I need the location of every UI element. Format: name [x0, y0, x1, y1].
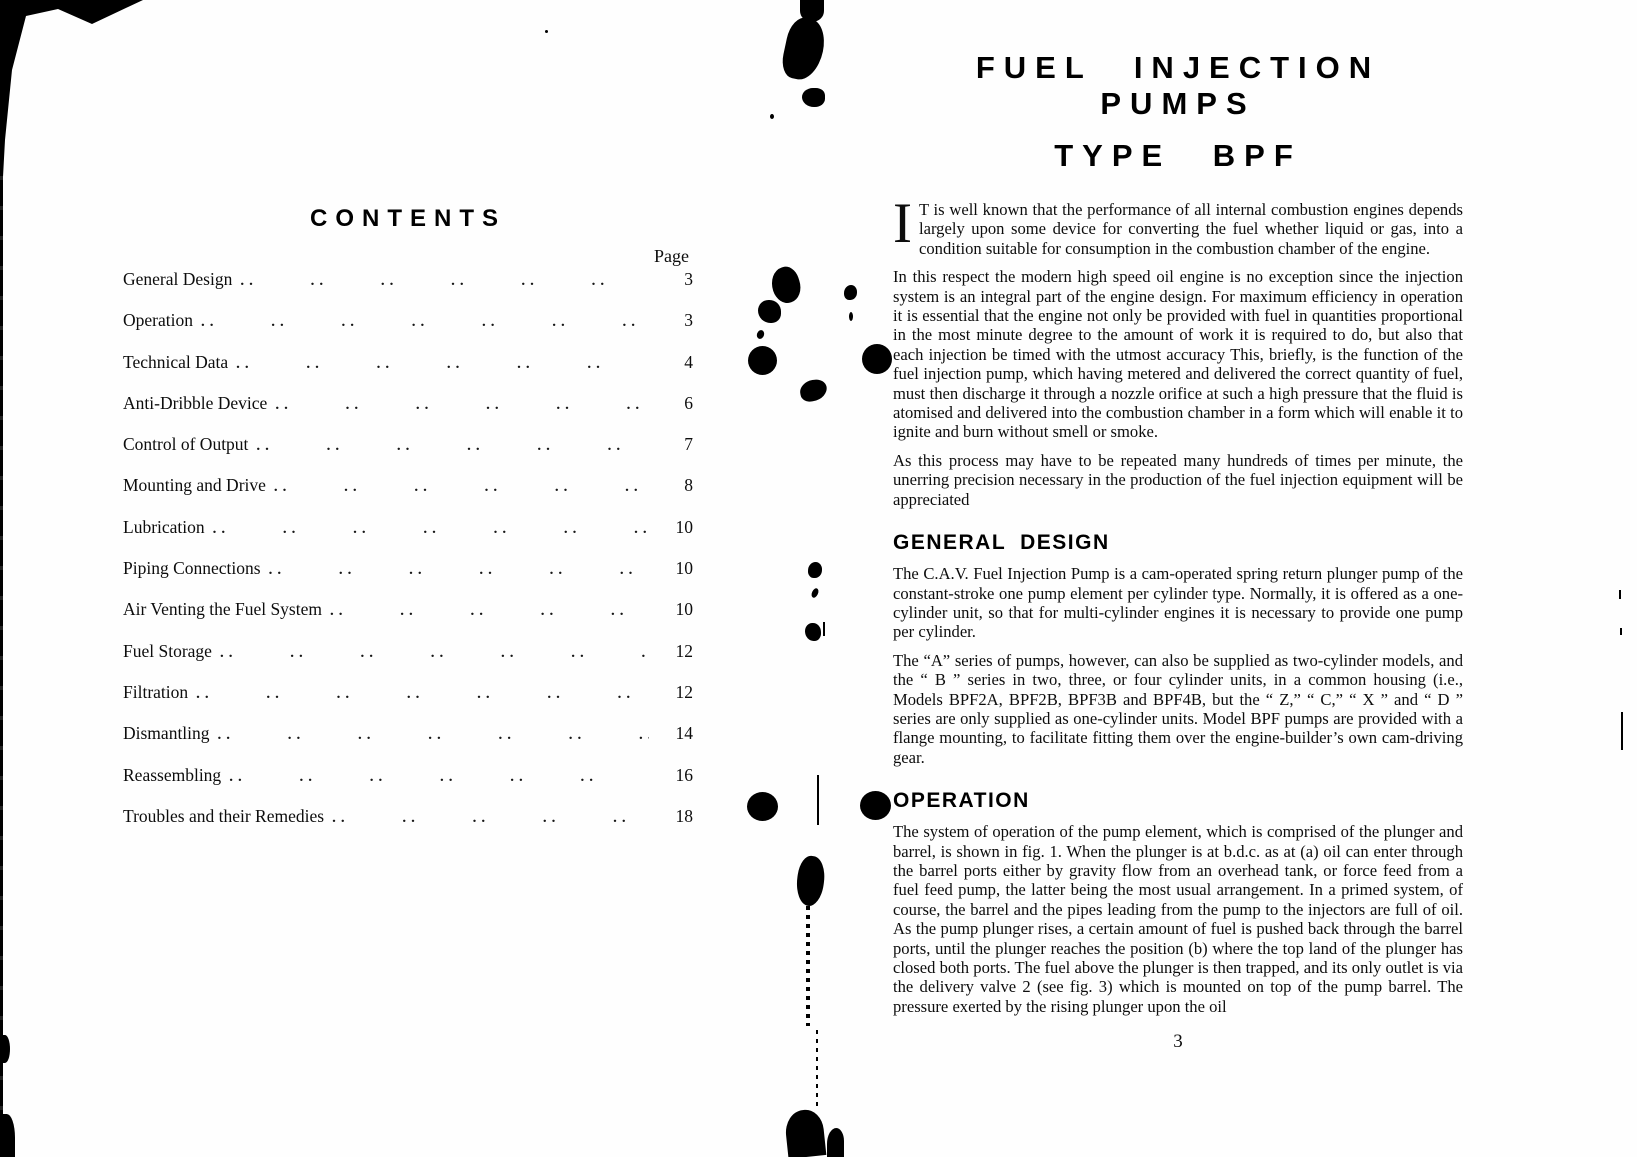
ink-blot: [794, 854, 828, 907]
toc-entry-page: 18: [675, 805, 693, 826]
toc-entry-label: Fuel Storage: [123, 640, 212, 661]
dot-leader: [220, 641, 649, 662]
toc-entry-label: Troubles and their Remedies: [123, 805, 325, 826]
toc-row-lubrication: [123, 517, 693, 558]
ink-blot: [862, 344, 892, 374]
contents-list: [123, 269, 693, 847]
gutter-line: [817, 775, 819, 825]
intro-paragraph: [893, 192, 1463, 258]
toc-entry-page: 3: [684, 269, 693, 289]
dot-leader: [330, 599, 649, 620]
ink-blot: [784, 1108, 827, 1157]
ink-blot: [747, 792, 778, 821]
dot-leader: [229, 765, 649, 786]
toc-entry-label: Piping Connections: [123, 558, 261, 579]
ink-blot: [0, 1114, 15, 1157]
article-title-line2: TYPE BPF: [1054, 138, 1302, 173]
paragraph: The C.A.V. Fuel Injection Pump is a cam-operated spring return plunger pump of the constant-stroke one pump element per cylinder type. Normally, it is offered as a one-cylinder unit, so that for multi-cylinder engines it is necessary to provide one pump per cylinder.: [893, 564, 1463, 642]
toc-entry-label: Dismantling: [123, 723, 210, 744]
ink-blot: [805, 623, 821, 641]
paragraph: The “A” series of pumps, however, can also be supplied as two-cylinder models, and the “ B ” series in two, three, or four cylinder units, in a common housing (i.e., Models BPF2A, BPF2B, BPF3B and BPF4B, but the “ Z,” “ C,” “ X ” and “ D ” series are only supplied as one-cylinder units. Model BPF pumps are provided with a flange mounting, to facilitate fitting them over the engine-builder’s own cam-driving gear.: [893, 650, 1463, 767]
scan-edge-left: [0, 150, 3, 1157]
toc-entry-label: Air Venting the Fuel System: [123, 599, 322, 620]
dot-leader: [274, 475, 649, 496]
ink-blot: [798, 378, 828, 403]
ink-blot: [860, 791, 891, 820]
ink-blot: [779, 15, 829, 84]
ink-blot: [1620, 628, 1622, 635]
dot-leader: [240, 269, 649, 290]
toc-row-general-design: [123, 269, 693, 310]
article-title: [893, 50, 1463, 174]
contents-title: CONTENTS: [310, 205, 506, 232]
dot-leader: [213, 517, 649, 538]
toc-entry-page: 10: [675, 516, 693, 537]
toc-entry-page: 14: [675, 723, 693, 744]
ink-blot: [767, 264, 805, 307]
page-number: 3: [1173, 1031, 1183, 1053]
heading-operation: OPERATION: [893, 789, 1030, 813]
scan-edge-corner: [0, 0, 150, 235]
ink-blot: [823, 622, 825, 636]
ink-blot: [844, 285, 857, 300]
toc-entry-page: 10: [675, 558, 693, 579]
toc-entry-label: Anti-Dribble Device: [123, 392, 268, 413]
toc-entry-page: 8: [684, 475, 693, 496]
ink-blot: [748, 346, 777, 375]
dot-leader: [218, 723, 649, 744]
dot-leader: [332, 806, 649, 827]
ink-blot: [849, 312, 853, 321]
toc-entry-label: General Design: [123, 269, 233, 289]
toc-entry-page: 7: [684, 434, 693, 455]
paragraph: In this respect the modern high speed oil engine is no exception since the injection system is an integral part of the engine design. For maximum efficiency in operation it is essential that the engine not only be provided with fuel in quantities proportional in the most minute degree to the amount of work it is required to do, but also that each injection be timed with the utmost accuracy This, briefly, is the function of the fuel injection pump, which having metered and delivered the correct quantity of fuel, must then discharge it through a nozzle orifice at such a high pressure that the fluid is atomised and delivered into the combustion chamber in a form which will enable it to ignite and burn without smell or smoke.: [893, 267, 1463, 442]
toc-entry-label: Control of Output: [123, 434, 249, 455]
toc-entry-label: Filtration: [123, 681, 189, 702]
ink-blot: [1621, 712, 1623, 750]
toc-row-air-venting: [123, 599, 693, 640]
paragraph: The system of operation of the pump element, which is comprised of the plunger and barrel, is shown in fig. 1. When the plunger is at b.d.c. as at (a) oil can enter through the barrel ports either by gravity flow from an overhead tank, or force feed from a fuel feed pump, the latter being the most usual arrangement. In a primed system, of course, the barrel and the pipes leading from the pump to the injectors are full of oil. As the pump plunger rises, a certain amount of fuel is pushed back through the barrel ports, until the plunger reaches the position (b) where the top land of the plunger has closed both ports. The fuel above the plunger is then trapped, and its only outlet is via the delivery valve 2 (see fig. 3) which is mounted on top of the pump barrel. The pressure exerted by the rising plunger upon the oil: [893, 822, 1463, 1016]
ink-blot: [1619, 590, 1621, 599]
toc-entry-page: 10: [675, 599, 693, 620]
ink-blot: [545, 30, 548, 33]
toc-entry-page: 4: [684, 351, 693, 372]
ink-blot: [808, 562, 822, 578]
toc-entry-page: 12: [675, 640, 693, 661]
toc-row-anti-dribble-device: [123, 393, 693, 434]
toc-row-operation: [123, 310, 693, 351]
toc-row-fuel-storage: [123, 641, 693, 682]
toc-row-dismantling: [123, 723, 693, 764]
ink-blot: [802, 88, 825, 107]
dot-leader: [256, 434, 649, 455]
toc-entry-label: Reassembling: [123, 764, 222, 785]
ink-blot: [756, 329, 766, 340]
dot-leader: [236, 352, 649, 373]
dot-leader: [196, 682, 649, 703]
toc-row-control-of-output: [123, 434, 693, 475]
toc-row-troubles-remedies: [123, 806, 693, 847]
ink-blot: [770, 114, 774, 119]
toc-row-technical-data: [123, 352, 693, 393]
paragraph: As this process may have to be repeated many hundreds of times per minute, the unerring precision necessary in the production of the fuel injection equipment will be appreciated: [893, 450, 1463, 509]
dot-leader: [275, 393, 649, 414]
toc-entry-page: 12: [675, 681, 693, 702]
article-title-line1: FUEL INJECTION PUMPS: [975, 50, 1381, 121]
toc-entry-page: 3: [684, 310, 693, 331]
toc-row-filtration: [123, 682, 693, 723]
gutter-speckle: [806, 906, 810, 1026]
toc-entry-label: Lubrication: [123, 516, 205, 537]
toc-row-mounting-and-drive: [123, 475, 693, 516]
dot-leader: [269, 558, 649, 579]
toc-entry-page: 16: [675, 764, 693, 785]
article-body: [893, 192, 1463, 1053]
drop-cap: I: [893, 192, 912, 255]
toc-entry-label: Technical Data: [123, 351, 229, 372]
toc-row-piping-connections: [123, 558, 693, 599]
ink-blot: [827, 1128, 844, 1157]
article-section: [893, 50, 1463, 1053]
intro-text: T is well known that the performance of all internal combustion engines depends largely upon some device for converting the fuel whether liquid or gas, into a condition suitable for consumption in the combustion chamber of the engine.: [918, 200, 1463, 258]
heading-general-design: GENERAL DESIGN: [893, 531, 1110, 555]
toc-entry-label: Operation: [123, 310, 193, 331]
toc-row-reassembling: [123, 765, 693, 806]
toc-entry-page: 6: [684, 392, 693, 413]
gutter-speckle: [816, 1030, 818, 1110]
contents-section: [123, 205, 693, 847]
ink-blot: [800, 0, 824, 22]
dot-leader: [201, 310, 649, 331]
toc-entry-label: Mounting and Drive: [123, 475, 266, 496]
ink-blot: [810, 587, 820, 599]
ink-blot: [758, 300, 781, 323]
page-column-label: Page: [654, 246, 689, 266]
ink-blot: [0, 1035, 10, 1063]
